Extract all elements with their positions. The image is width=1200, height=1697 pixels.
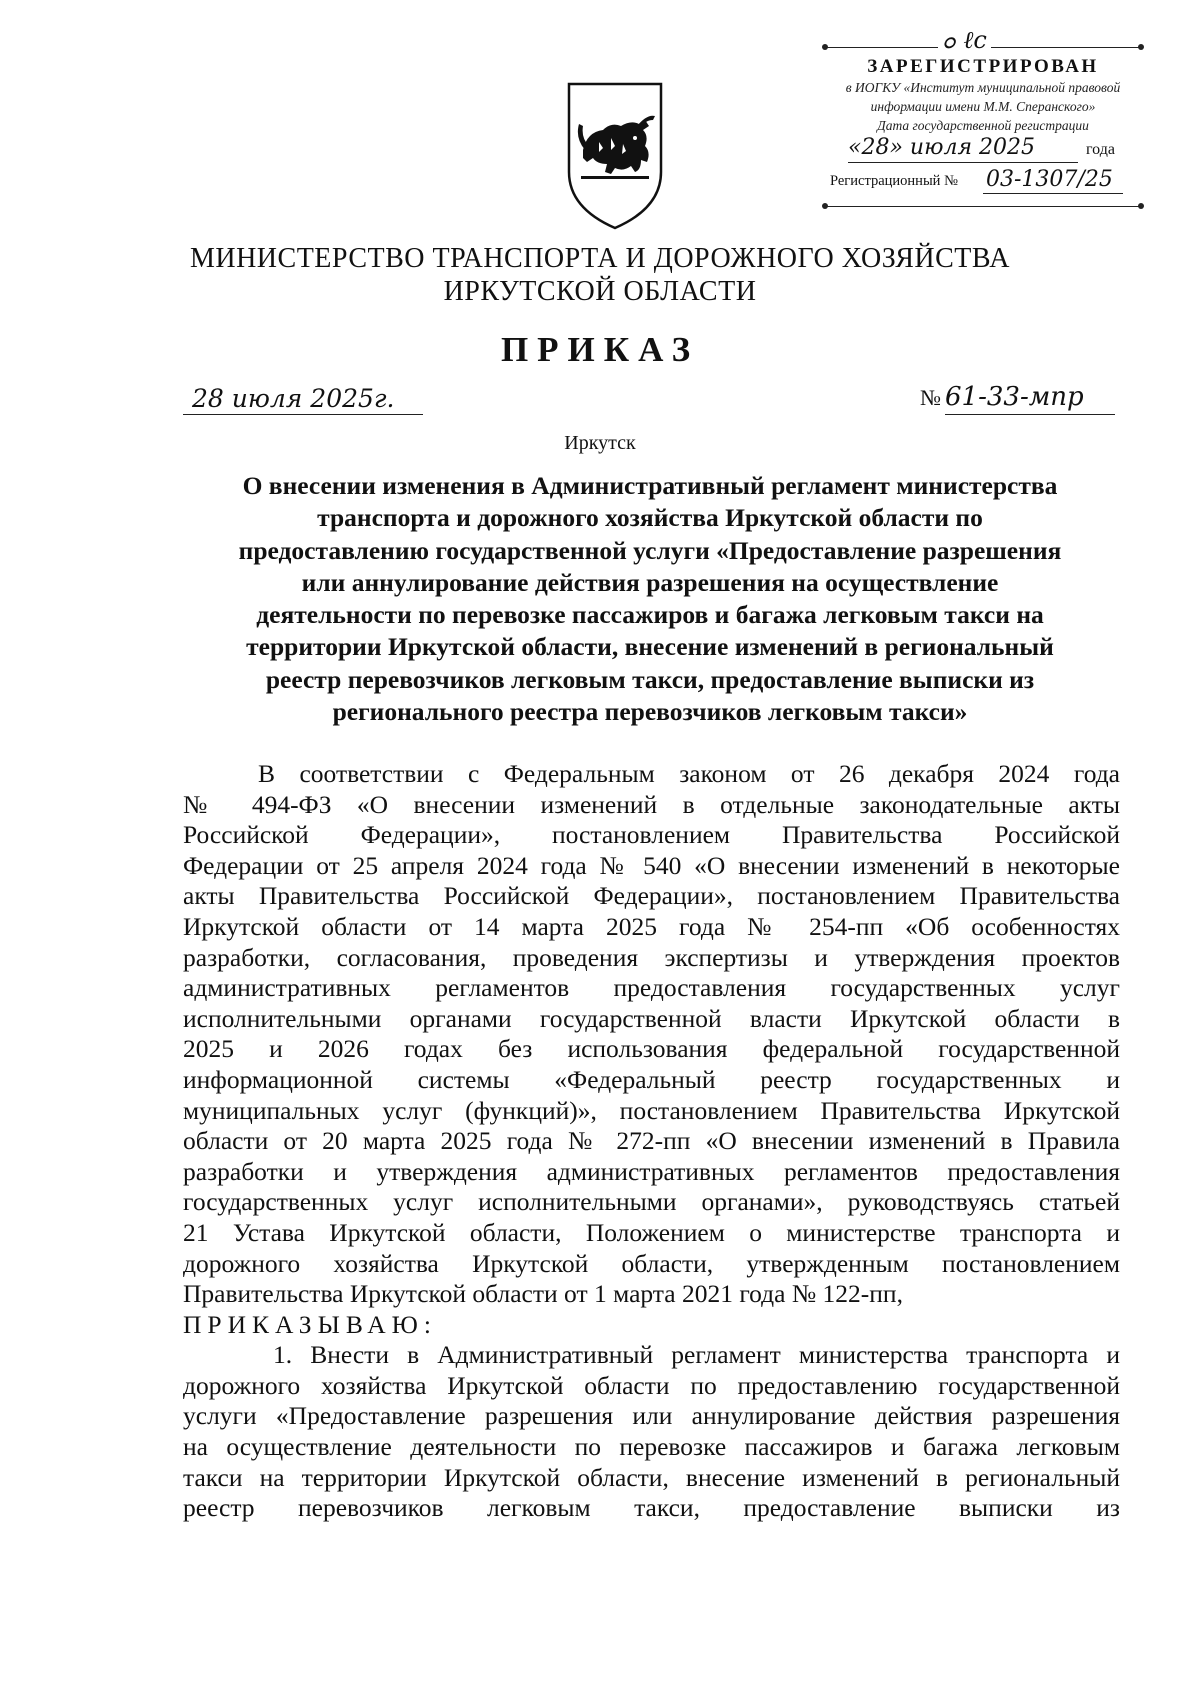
body-line: дорожного хозяйства Иркутской области, утвержденным постановлением [183, 1248, 1120, 1278]
order-number-value: 61-33-мпр [945, 382, 1084, 412]
preamble-paragraph [183, 759, 1120, 1524]
body-line: Федерации от 25 апреля 2024 года № 540 «О внесении изменений в некоторые [183, 850, 1120, 880]
heading-line: О внесении изменения в Административный регламент министерства [242, 471, 1058, 500]
body-line: услуги «Предоставление разрешения или аннулирование действия разрешения [183, 1401, 1120, 1431]
body-line: разработки, согласования, проведения экспертизы и утверждения проектов [183, 942, 1120, 972]
registration-stamp [818, 26, 1148, 211]
heading-line: территории Иркутской области, внесение изменений в региональный [246, 632, 1054, 662]
body-line: информационной системы «Федеральный реестр государственных и [183, 1064, 1120, 1094]
body-line: акты Правительства Российской Федерации», постановлением Правительства [183, 881, 1120, 911]
stamp-date-label: Дата государственной регистрации [877, 118, 1089, 133]
stamp-signature: ߋ ℓс [938, 26, 991, 55]
body-line: административных регламентов предоставления государственных услуг [183, 973, 1120, 1003]
body-line: Российской Федерации», постановлением Правительства Российской [183, 820, 1120, 850]
body-line: 1. Внести в Административный регламент министерства транспорта и [273, 1340, 1120, 1370]
body-line: муниципальных услуг (функций)», постановлением Правительства Иркутской [183, 1095, 1120, 1125]
body-line: такси на территории Иркутской области, внесение изменений в региональный [183, 1462, 1120, 1492]
stamp-registration-date: «28» июля 2025 [848, 135, 1035, 160]
heading-line: реестр перевозчиков легковым такси, предоставление выписки из [265, 664, 1035, 694]
body-line: на осуществление деятельности по перевозке пассажиров и багажа легковым [183, 1432, 1120, 1462]
stamp-institute-line2: информации имени М.М. Сперанского» [870, 99, 1096, 114]
body-line: государственных услуг исполнительными органами», руководствуясь статьей [183, 1187, 1120, 1217]
body-line: дорожного хозяйства Иркутской области по предоставлению государственной [183, 1370, 1120, 1400]
order-number [920, 382, 1084, 412]
body-line: В соответствии с Федеральным законом от 26 декабря 2024 года [258, 759, 1120, 788]
coat-of-arms-emblem [565, 80, 665, 232]
order-number-label: № [920, 385, 941, 410]
stamp-title: ЗАРЕГИСТРИРОВАН [867, 56, 1099, 77]
stamp-institute-line1: в ИОГКУ «Институт муниципальной правовой [845, 80, 1121, 95]
order-date: 28 июля 2025г. [192, 384, 395, 413]
body-line: разработки и утверждения административных регламентов предоставления [183, 1156, 1120, 1186]
stamp-year-suffix: года [1086, 141, 1115, 158]
city-name: Иркутск [564, 432, 636, 454]
heading-line: или аннулирование действия разрешения на осуществление [301, 567, 999, 597]
body-line: Правительства Иркутской области от 1 марта 2021 года № 122-пп, [183, 1279, 903, 1309]
stamp-reg-label: Регистрационный № [830, 173, 958, 189]
ministry-name-line2: ИРКУТСКОЙ ОБЛАСТИ [443, 276, 757, 307]
stamp-reg-number: 03-1307/25 [986, 167, 1113, 192]
body-line: 21 Устава Иркутской области, Положением о министерстве транспорта и [183, 1217, 1120, 1247]
ministry-name-line1: МИНИСТЕРСТВО ТРАНСПОРТА И ДОРОЖНОГО ХОЗЯЙСТВА [189, 243, 1011, 274]
body-line: 2025 и 2026 годах без использования федеральной государственной [183, 1034, 1120, 1064]
heading-line: деятельности по перевозке пассажиров и багажа легковым такси на [256, 600, 1044, 630]
body-line: области от 20 марта 2025 года № 272-пп «О внесении изменений в Правила [183, 1126, 1120, 1156]
body-line: реестр перевозчиков легковым такси, предоставление выписки из [183, 1493, 1120, 1523]
order-heading [175, 470, 1125, 728]
heading-line: транспорта и дорожного хозяйства Иркутской области по [317, 503, 983, 533]
body-line: Иркутской области от 14 марта 2025 года № 254-пп «Об особенностях [183, 911, 1120, 941]
body-line: исполнительными органами государственной власти Иркутской области в [183, 1003, 1120, 1033]
heading-line: предоставлению государственной услуги «Предоставление разрешения [238, 535, 1062, 565]
document-type-title: ПРИКАЗ [500, 330, 700, 369]
order-word: ПРИКАЗЫВАЮ: [183, 1309, 437, 1339]
heading-line: регионального реестра перевозчиков легковым такси» [332, 697, 968, 727]
body-line: № 494-ФЗ «О внесении изменений в отдельные законодательные акты [183, 789, 1120, 819]
